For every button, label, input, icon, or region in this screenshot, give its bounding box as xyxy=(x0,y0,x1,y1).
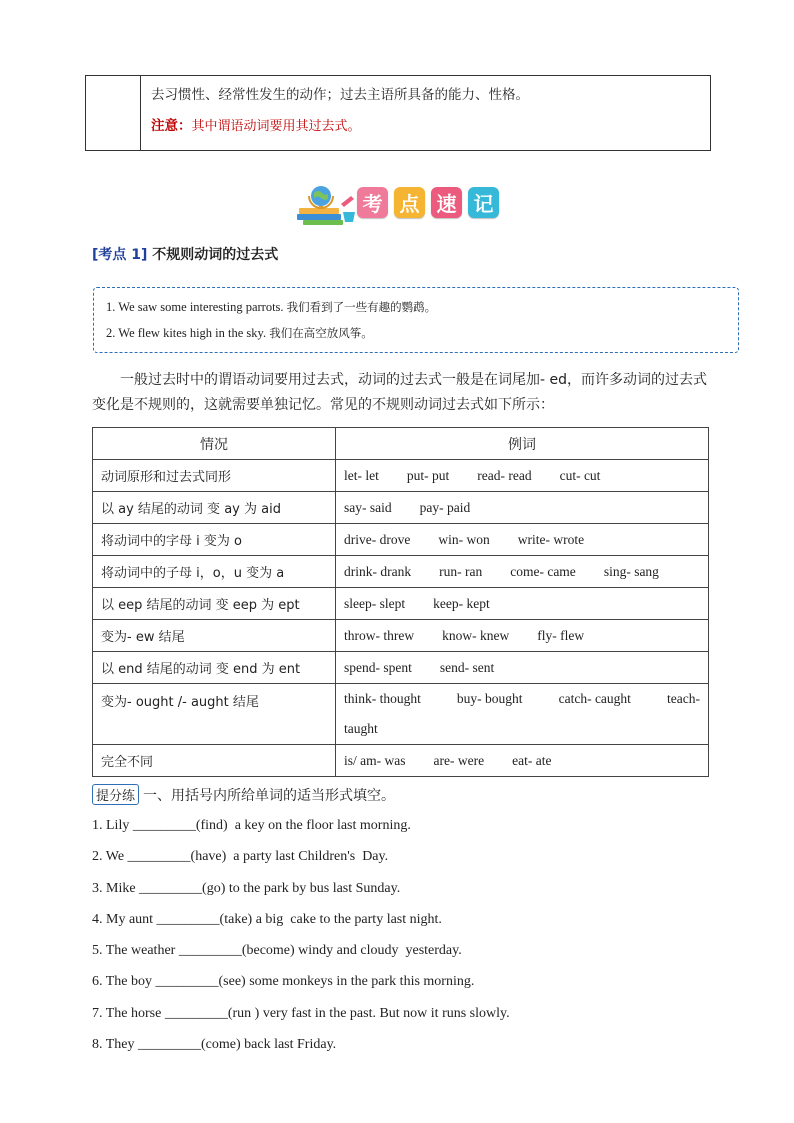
example-word: keep- kept xyxy=(433,595,490,611)
example-word: eat- ate xyxy=(512,752,552,768)
example-word: think- thought xyxy=(344,691,421,706)
table-row xyxy=(93,524,709,556)
example-word: write- wrote xyxy=(517,531,585,547)
example-word: pay- paid xyxy=(419,499,471,515)
usage-table-label-cell xyxy=(86,76,141,150)
table-row xyxy=(93,556,709,588)
example-chinese: 我们看到了一些有趣的鹦鹉。 xyxy=(286,300,437,314)
exercise-questions xyxy=(92,815,712,1065)
irregular-verbs-table xyxy=(92,427,709,777)
example-word: put- put xyxy=(406,467,450,483)
rule-case: 完全不同 xyxy=(93,745,336,777)
rule-examples xyxy=(336,652,709,684)
example-word: throw- threw xyxy=(344,627,415,643)
example-word: run- ran xyxy=(439,563,483,579)
example-sentence xyxy=(106,325,373,341)
rule-examples xyxy=(336,460,709,492)
rule-examples xyxy=(336,684,709,745)
question-item: 7. The horse _________(run ) very fast in the past. But now it runs slowly. xyxy=(92,1005,510,1021)
example-english: 1. We saw some interesting parrots. xyxy=(106,300,284,314)
example-word: teach- xyxy=(666,691,700,706)
rule-examples xyxy=(336,745,709,777)
table-row xyxy=(93,460,709,492)
note-text: 其中谓语动词要用其过去式。 xyxy=(191,119,361,134)
table-row xyxy=(93,684,709,745)
rule-case: 以 eep 结尾的动词 变 eep 为 ept xyxy=(93,588,336,620)
rule-case: 变为- ought /- aught 结尾 xyxy=(93,684,336,745)
example-english: 2. We flew kites high in the sky. xyxy=(106,326,267,340)
exercise-title: 一、用括号内所给单词的适当形式填空。 xyxy=(143,787,396,804)
example-sentence xyxy=(106,299,436,315)
rule-case: 动词原形和过去式同形 xyxy=(93,460,336,492)
example-word: drink- drank xyxy=(344,563,412,579)
note-label: 注意： xyxy=(151,118,192,134)
rule-examples xyxy=(336,620,709,652)
practice-badge: 提分练 xyxy=(92,784,139,805)
question-item: 1. Lily _________(find) a key on the floor last morning. xyxy=(92,818,411,833)
rule-examples xyxy=(336,492,709,524)
rule-case: 将动词中的字母 i 变为 o xyxy=(93,524,336,556)
rule-case: 变为- ew 结尾 xyxy=(93,620,336,652)
example-word: is/ am- was xyxy=(344,752,406,768)
example-word: buy- bought xyxy=(456,691,523,706)
table-row xyxy=(93,492,709,524)
question-item: 2. We _________(have) a party last Children's Day. xyxy=(92,849,389,865)
question-item: 8. They _________(come) back last Friday. xyxy=(92,1037,337,1053)
example-word: fly- flew xyxy=(537,627,585,643)
usage-note xyxy=(151,115,700,138)
table-row xyxy=(93,620,709,652)
rule-examples xyxy=(336,524,709,556)
example-word: are- were xyxy=(433,752,485,768)
example-word: sleep- slept xyxy=(344,595,406,611)
globe-books-icon xyxy=(295,184,359,226)
table-header-examples: 例词 xyxy=(336,428,709,460)
banner-tile: 记 xyxy=(468,187,499,218)
example-word: cut- cut xyxy=(559,467,601,483)
exercise-heading xyxy=(92,784,395,805)
question-item: 5. The weather _________(become) windy and cloudy yesterday. xyxy=(92,943,462,959)
rule-case: 以 end 结尾的动词 变 end 为 ent xyxy=(93,652,336,684)
example-word: say- said xyxy=(344,499,392,515)
table-row xyxy=(93,588,709,620)
example-word: let- let xyxy=(344,467,379,483)
banner-tile: 考 xyxy=(357,187,388,218)
example-word: win- won xyxy=(438,531,490,547)
section-title: 不规则动词的过去式 xyxy=(152,247,279,263)
example-chinese: 我们在高空放风筝。 xyxy=(269,326,373,340)
question-item: 4. My aunt _________(take) a big cake to the party last night. xyxy=(92,911,442,927)
table-header-row xyxy=(93,428,709,460)
rule-examples xyxy=(336,556,709,588)
table-row xyxy=(93,745,709,777)
example-sentences-box xyxy=(93,287,739,353)
intro-paragraph: 一般过去时中的谓语动词要用过去式，动词的过去式一般是在词尾加- ed，而许多动词的过去式变化是不规则的，这就需要单独记忆。常见的不规则动词过去式如下所示： xyxy=(92,372,707,413)
example-word: sing- sang xyxy=(603,563,659,579)
example-word: know- knew xyxy=(442,627,510,643)
example-word: spend- spent xyxy=(344,659,412,675)
example-word: drive- drove xyxy=(344,531,411,547)
section-tag: [考点 1] xyxy=(92,247,148,263)
question-item: 3. Mike _________(go) to the park by bus last Sunday. xyxy=(92,880,401,896)
rule-examples xyxy=(336,588,709,620)
table-header-case: 情况 xyxy=(93,428,336,460)
example-word: read- read xyxy=(477,467,532,483)
usage-table-fragment xyxy=(85,75,711,151)
question-item: 6. The boy _________(see) some monkeys in the park this morning. xyxy=(92,974,475,990)
rule-case: 将动词中的子母 i，o，u 变为 a xyxy=(93,556,336,588)
usage-description: 去习惯性、经常性发生的动作；过去主语所具备的能力、性格。 xyxy=(151,87,529,103)
section-heading xyxy=(92,244,278,264)
example-word: come- came xyxy=(510,563,576,579)
banner-tile: 速 xyxy=(431,187,462,218)
rule-case: 以 ay 结尾的动词 变 ay 为 aid xyxy=(93,492,336,524)
table-row xyxy=(93,652,709,684)
key-points-banner xyxy=(295,184,505,226)
example-word: taught xyxy=(344,721,378,736)
banner-tiles xyxy=(357,187,499,218)
example-word: send- sent xyxy=(439,659,495,675)
usage-table-content-cell xyxy=(141,76,710,150)
example-word: catch- caught xyxy=(558,691,631,706)
banner-tile: 点 xyxy=(394,187,425,218)
